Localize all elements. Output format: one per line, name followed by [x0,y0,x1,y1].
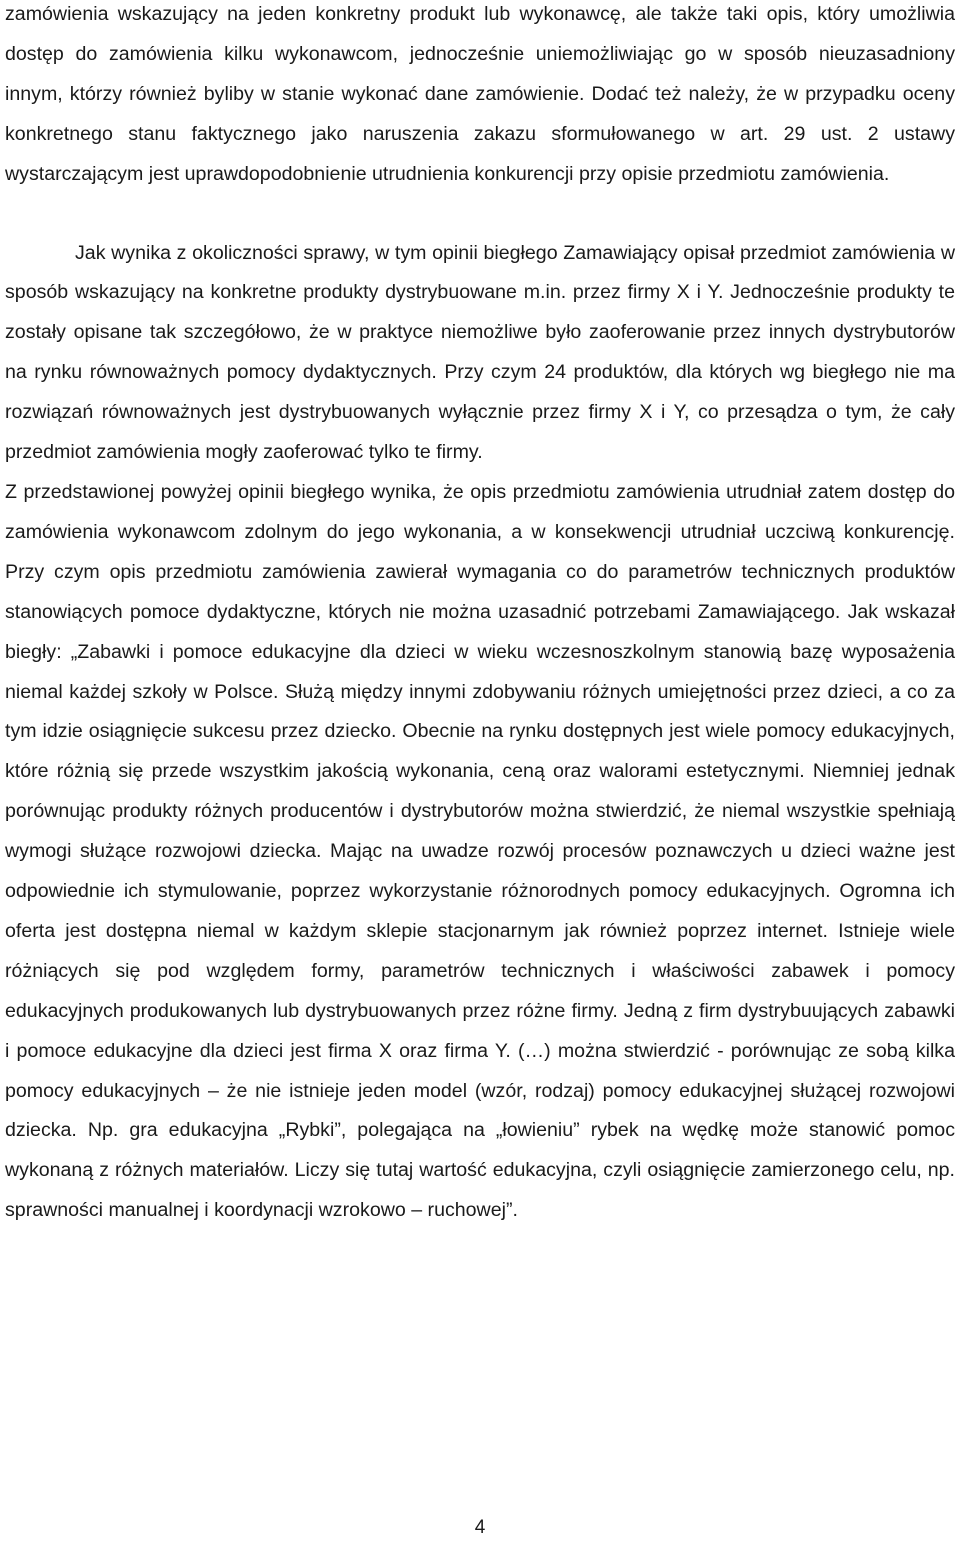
page-number: 4 [474,1517,486,1538]
document-page [5,0,955,1231]
paragraph-3: Z przedstawionej powyżej opinii biegłego wynika, że opis przedmiotu zamówienia utrudniał zatem dostęp do zamówienia wykonawcom zdolnym do jego wykonania, a w konsekwencji utrudniał uczciwą konkurencję. Przy czym opis przedmiotu zamówienia zawierał wymagania co do parametrów technicznych produktów stanowiących pomoce dydaktyczne, których nie można uzasadnić potrzebami Zamawiającego. Jak wskazał biegły: „Zabawki i pomoce edukacyjne dla dzieci w wieku wczesnoszkolnym stanowią bazę wyposażenia niemal każdej szkoły w Polsce. Służą między innymi zdobywaniu różnych umiejętności przez dzieci, a co za tym idzie osiągnięcie sukcesu przez dziecko. Obecnie na rynku dostępnych jest wiele pomocy edukacyjnych, które różnią się przede wszystkim jakością wykonania, ceną oraz walorami estetycznymi. Niemniej jednak porównując produkty różnych producentów i dystrybutorów można stwierdzić, że niemal wszystkie spełniają wymogi służące rozwojowi dziecka. Mając na uwadze rozwój procesów poznawczych u dzieci ważne jest odpowiednie ich stymulowanie, poprzez wykorzystanie różnorodnych pomocy edukacyjnych. Ogromna ich oferta jest dostępna niemal w każdym sklepie stacjonarnym jak również poprzez internet. Istnieje wiele różniących się pod względem formy, parametrów technicznych i właściwości zabawek i pomocy edukacyjnych produkowanych lub dystrybuowanych przez różne firmy. Jedną z firm dystrybuujących zabawki i pomoce edukacyjne dla dzieci jest firma X oraz firma Y. (…) można stwierdzić - porównując ze sobą kilka pomocy edukacyjnych – że nie istnieje jeden model (wzór, rodzaj) pomocy edukacyjnej służącej rozwojowi dziecka. Np. gra edukacyjna „Rybki”, polegająca na „łowieniu” rybek na wędkę może stanowić pomoc wykonaną z różnych materiałów. Liczy się tutaj wartość edukacyjna, czyli osiągnięcie zamierzonego celu, np. sprawności manualnej i koordynacji wzrokowo – ruchowej”. [5,480,955,1222]
paragraph-1: zamówienia wskazujący na jeden konkretny produkt lub wykonawcę, ale także taki opis, który umożliwia dostęp do zamówienia kilku wykonawcom, jednocześnie uniemożliwiając go w sposób nieuzasadniony innym, którzy również byliby w stanie wykonać dane zamówienie. Dodać też należy, że w przypadku oceny konkretnego stanu faktycznego jako naruszenia zakazu sformułowanego w art. 29 ust. 2 ustawy wystarczającym jest uprawdopodobnienie utrudnienia konkurencji przy opisie przedmiotu zamówienia. [5,3,955,185]
paragraph-2: Jak wynika z okoliczności sprawy, w tym opinii biegłego Zamawiający opisał przedmiot zamówienia w sposób wskazujący na konkretne produkty dystrybuowane m.in. przez firmy X i Y. Jednocześnie produkty te zostały opisane tak szczegółowo, że w praktyce niemożliwe było zaoferowanie przez innych dystrybutorów na rynku równoważnych pomocy dydaktycznych. Przy czym 24 produktów, dla których wg biegłego nie ma rozwiązań równoważnych jest dystrybuowanych wyłącznie przez firmy X i Y, co przesądza o tym, że cały przedmiot zamówienia mogły zaoferować tylko te firmy. [5,241,955,464]
